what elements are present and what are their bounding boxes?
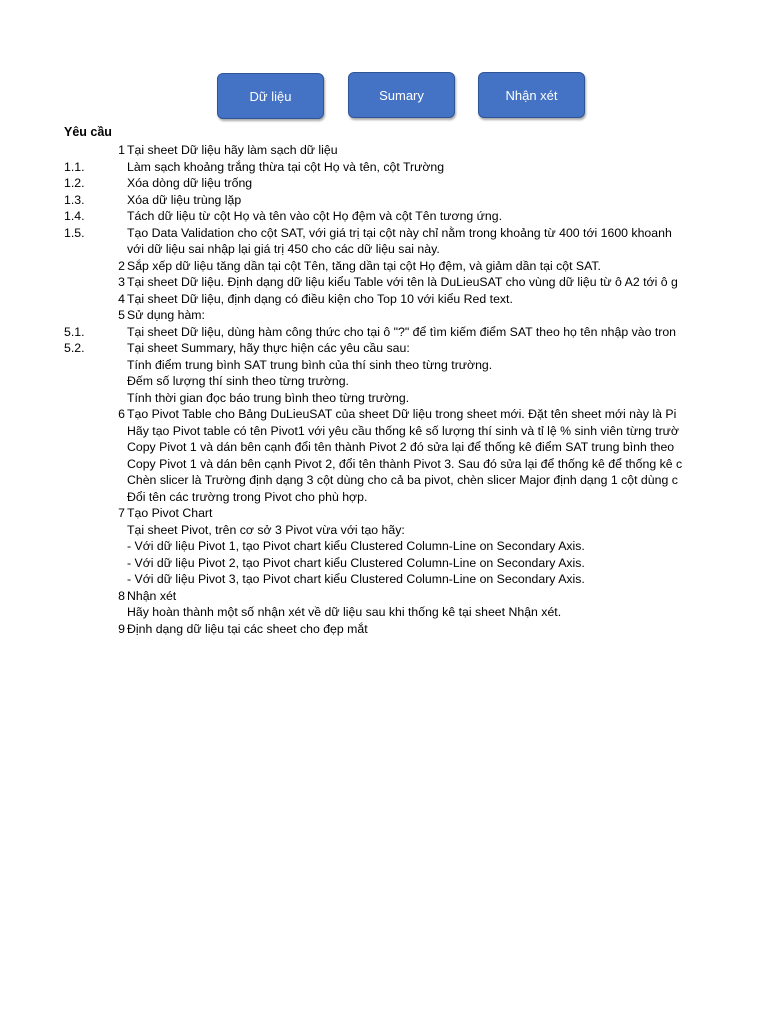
requirement-text: Hãy hoàn thành một số nhận xét về dữ liệu sau khi thống kê tại sheet Nhận xét.: [127, 605, 562, 619]
requirement-row: [0, 406, 695, 423]
requirement-row: [0, 291, 695, 308]
requirement-text: Tạo Pivot Chart: [127, 506, 213, 520]
requirement-row: [0, 439, 695, 456]
requirement-text: Tại sheet Summary, hãy thực hiện các yêu cầu sau:: [127, 341, 410, 355]
requirement-text: Tạo Pivot Table cho Bảng DuLieuSAT của sheet Dữ liệu trong sheet mới. Đặt tên sheet mới này là Pi: [127, 407, 677, 421]
requirement-code: 5.2.: [64, 341, 85, 355]
du-lieu-button[interactable]: Dữ liệu: [217, 73, 324, 119]
requirement-text: Copy Pivot 1 và dán bên cạnh đổi tên thành Pivot 2 đó sửa lại để thống kê điểm SAT trung bình theo: [127, 440, 675, 454]
requirement-text: Tính điểm trung bình SAT trung bình của thí sinh theo từng trường.: [127, 357, 493, 372]
requirement-text: Tại sheet Pivot, trên cơ sở 3 Pivot vừa với tạo hãy:: [127, 522, 405, 537]
requirement-row: [0, 258, 695, 275]
requirement-row: [0, 538, 695, 555]
requirement-text: Tại sheet Dữ liệu. Định dạng dữ liệu kiểu Table với tên là DuLieuSAT cho vùng dữ liệu từ ô A2 tới ô g: [127, 275, 678, 289]
requirement-number: 8: [118, 588, 125, 603]
nhan-xet-button[interactable]: Nhận xét: [478, 72, 585, 118]
requirement-text: Sắp xếp dữ liệu tăng dần tại cột Tên, tăng dần tại cột Họ đệm, và giảm dần tại cột SAT.: [127, 258, 601, 273]
requirement-code: 1.4.: [64, 209, 85, 223]
requirement-row: [0, 390, 695, 407]
requirement-row: [0, 571, 695, 588]
requirement-text: Đếm số lượng thí sinh theo từng trường.: [127, 374, 349, 388]
requirement-text: Xóa dữ liệu trùng lặp: [127, 192, 242, 207]
requirement-text: Nhận xét: [127, 588, 177, 603]
requirement-row: [0, 324, 695, 341]
requirement-text: Xóa dòng dữ liệu trống: [127, 176, 253, 190]
requirement-row: [0, 555, 695, 572]
requirement-text: - Với dữ liệu Pivot 3, tạo Pivot chart kiểu Clustered Column-Line on Secondary Axis.: [127, 572, 585, 586]
requirement-row: [0, 604, 695, 621]
requirement-text: - Với dữ liệu Pivot 2, tạo Pivot chart kiểu Clustered Column-Line on Secondary Axis.: [127, 555, 585, 570]
requirement-text: Đổi tên các trường trong Pivot cho phù hợp.: [127, 489, 368, 504]
requirement-text: Tạo Data Validation cho cột SAT, với giá trị tại cột này chỉ nằm trong khoảng từ 400 tới 1600 khoanh: [127, 225, 672, 240]
requirement-row: [0, 192, 695, 209]
requirement-row: [0, 340, 695, 357]
requirement-row: [0, 456, 695, 473]
requirement-row: [0, 522, 695, 539]
requirement-text: Hãy tạo Pivot table có tên Pivot1 với yêu cầu thống kê số lượng thí sinh và tỉ lệ % sinh viên từng trườ: [127, 423, 679, 438]
requirement-row: [0, 489, 695, 506]
requirement-text: Tại sheet Dữ liệu, dùng hàm công thức cho tại ô "?" để tìm kiếm điểm SAT theo họ tên nhập vào tron: [127, 324, 677, 339]
requirement-code: 1.3.: [64, 192, 85, 207]
requirement-row: [0, 472, 695, 489]
requirement-text: Copy Pivot 1 và dán bên cạnh Pivot 2, đổi tên thành Pivot 3. Sau đó sửa lại để thống kê để thống kê c: [127, 456, 683, 471]
requirement-row: [0, 175, 695, 192]
requirement-text: Sử dụng hàm:: [127, 308, 205, 322]
requirement-row: [0, 307, 695, 324]
requirement-row: [0, 225, 695, 242]
requirement-row: [0, 373, 695, 390]
requirement-row: [0, 208, 695, 225]
requirement-text: - Với dữ liệu Pivot 1, tạo Pivot chart kiểu Clustered Column-Line on Secondary Axis.: [127, 539, 585, 553]
requirement-number: 2: [118, 258, 125, 273]
requirement-number: 7: [118, 506, 125, 520]
requirement-row: [0, 274, 695, 291]
requirement-number: 1: [118, 143, 125, 157]
requirement-row: [0, 423, 695, 440]
requirements-heading: Yêu cầu: [64, 125, 112, 139]
requirement-row: [0, 241, 695, 258]
requirement-row: [0, 588, 695, 605]
requirement-text: Tách dữ liệu từ cột Họ và tên vào cột Họ đệm và cột Tên tương ứng.: [127, 209, 503, 223]
requirement-text: Làm sạch khoảng trắng thừa tại cột Họ và tên, cột Trường: [127, 159, 445, 174]
requirement-text: Tại sheet Dữ liệu hãy làm sạch dữ liệu: [127, 143, 338, 157]
requirement-code: 1.5.: [64, 225, 85, 240]
requirement-code: 1.2.: [64, 176, 85, 190]
requirement-row: [0, 159, 695, 176]
requirement-text: Định dạng dữ liệu tại các sheet cho đẹp mắt: [127, 621, 368, 636]
requirement-text: Tại sheet Dữ liệu, định dạng có điều kiện cho Top 10 với kiểu Red text.: [127, 291, 513, 306]
requirement-number: 9: [118, 621, 125, 636]
requirement-row: [0, 357, 695, 374]
requirement-text: với dữ liệu sai nhập lại giá trị 450 cho các dữ liệu sai này.: [127, 242, 440, 256]
requirement-number: 3: [118, 275, 125, 289]
requirements-list: [0, 142, 695, 637]
sumary-button[interactable]: Sumary: [348, 72, 455, 118]
requirement-number: 4: [118, 291, 125, 306]
requirement-row: [0, 142, 695, 159]
requirement-row: [0, 621, 695, 638]
requirement-code: 1.1.: [64, 159, 85, 174]
requirement-number: 5: [118, 308, 125, 322]
requirement-row: [0, 505, 695, 522]
requirement-number: 6: [118, 407, 125, 421]
requirement-code: 5.1.: [64, 324, 85, 339]
requirement-text: Tính thời gian đọc báo trung bình theo từng trường.: [127, 390, 410, 405]
requirement-text: Chèn slicer là Trường định dạng 3 cột dùng cho cả ba pivot, chèn slicer Major định dạng 1 cột dùng c: [127, 473, 678, 487]
